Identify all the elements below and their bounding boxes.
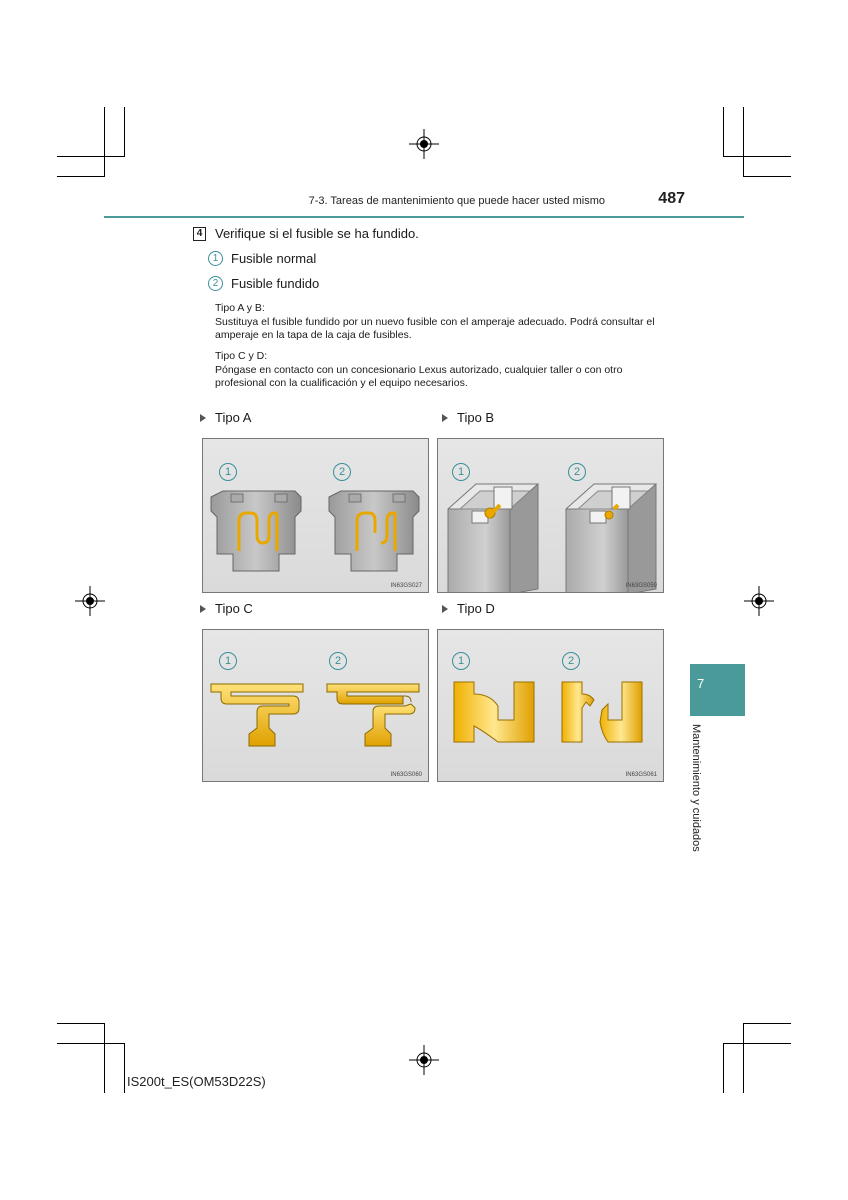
crop-mark: [743, 1023, 744, 1093]
crop-mark: [723, 1043, 791, 1044]
legend-item-normal: [208, 251, 316, 266]
figure-code: IN63GS060: [390, 772, 422, 778]
crop-mark: [723, 107, 724, 157]
figure-label-tipo-d: Tipo D: [442, 601, 495, 616]
callout-1: 1: [452, 463, 470, 481]
legend-number: 1: [208, 251, 223, 266]
model-code: IS200t_ES(OM53D22S): [127, 1074, 266, 1089]
fuse-type-c-illustration: [203, 630, 429, 782]
figure-tipo-c: [202, 629, 429, 782]
fuse-type-d-illustration: [438, 630, 664, 782]
crop-mark: [723, 156, 791, 157]
note-cd-text: Póngase en contacto con un concesionario Lexus autorizado, cualquier taller o con otro profesional con la cualificación y el equipo necesarios.: [215, 364, 623, 389]
section-title: 7-3. Tareas de mantenimiento que puede hacer usted mismo: [308, 195, 605, 207]
page-number: 487: [658, 190, 685, 207]
crop-mark: [124, 1043, 125, 1093]
note-ab-heading: Tipo A y B:: [215, 302, 265, 314]
triangle-bullet-icon: [200, 414, 206, 422]
note-cd-heading: Tipo C y D:: [215, 350, 268, 362]
triangle-bullet-icon: [442, 605, 448, 613]
triangle-bullet-icon: [442, 414, 448, 422]
crop-mark: [57, 1023, 105, 1024]
figure-code: IN63GS061: [625, 772, 657, 778]
legend-label: Fusible normal: [231, 251, 317, 266]
note-ab-text: Sustituya el fusible fundido por un nuevo fusible con el amperaje adecuado. Podrá consultar el amperaje en la tapa de la caja de fusibles.: [215, 316, 655, 341]
callout-2: 2: [562, 652, 580, 670]
chapter-title: Mantenimiento y cuidados: [690, 724, 702, 852]
crop-mark: [104, 107, 105, 177]
figure-label-tipo-a: Tipo A: [200, 410, 251, 425]
header-rule: [104, 216, 744, 218]
figure-tipo-b: [437, 438, 664, 593]
figure-tipo-d: [437, 629, 664, 782]
crop-mark: [57, 176, 105, 177]
crop-mark: [743, 107, 744, 177]
triangle-bullet-icon: [200, 605, 206, 613]
legend-number: 2: [208, 276, 223, 291]
figure-label-tipo-c: Tipo C: [200, 601, 253, 616]
chapter-number: 7: [697, 676, 705, 691]
figure-label-tipo-b: Tipo B: [442, 410, 494, 425]
crop-mark: [743, 1023, 791, 1024]
crop-mark: [743, 176, 791, 177]
figure-code: IN63GS027: [390, 583, 422, 589]
registration-mark-icon: [408, 128, 440, 160]
step-text: Verifique si el fusible se ha fundido.: [215, 226, 419, 241]
callout-1: 1: [219, 463, 237, 481]
legend-label: Fusible fundido: [231, 276, 320, 291]
fuse-type-b-illustration: [438, 439, 664, 593]
callout-2: 2: [568, 463, 586, 481]
step-number-box: 4: [193, 227, 206, 241]
crop-mark: [723, 1043, 724, 1093]
registration-mark-icon: [743, 585, 775, 617]
registration-mark-icon: [74, 585, 106, 617]
legend-item-blown: [208, 276, 319, 291]
callout-2: 2: [333, 463, 351, 481]
crop-mark: [124, 107, 125, 157]
callout-2: 2: [329, 652, 347, 670]
crop-mark: [57, 156, 125, 157]
callout-1: 1: [219, 652, 237, 670]
crop-mark: [104, 1023, 105, 1093]
crop-mark: [57, 1043, 125, 1044]
callout-1: 1: [452, 652, 470, 670]
registration-mark-icon: [408, 1044, 440, 1076]
figure-code: IN63GS059: [625, 583, 657, 589]
figure-tipo-a: [202, 438, 429, 593]
fuse-type-a-illustration: [203, 439, 429, 593]
